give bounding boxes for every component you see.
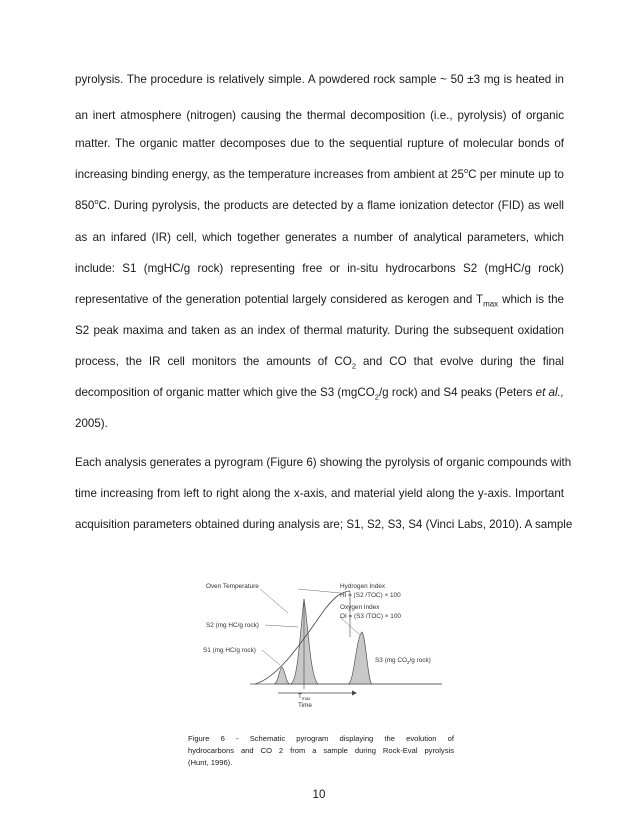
paragraph-1-line-5 bbox=[75, 199, 564, 213]
paragraph-1-line-9: S2 peak maxima and taken as an index of thermal maturity. During the subsequent oxidation bbox=[75, 324, 564, 337]
hydrogen-index-formula: HI = (S2 /TOC) × 100 bbox=[340, 592, 401, 599]
s3-text: S3 (mg CO bbox=[375, 657, 407, 664]
oxygen-index-label: Oxygen Index bbox=[340, 604, 380, 611]
tmax-text: T bbox=[298, 693, 302, 700]
text-run: C per minute up to bbox=[468, 168, 564, 181]
text-run: C. During pyrolysis, the products are detected by a flame ionization detector (FID) as well bbox=[98, 199, 564, 212]
s2-leader bbox=[265, 625, 298, 627]
paragraph-1-line-10 bbox=[75, 355, 564, 369]
pyrogram-figure bbox=[200, 577, 450, 757]
time-arrow-head bbox=[352, 691, 357, 696]
text-run: /g rock) and S4 peaks (Peters bbox=[378, 386, 536, 399]
hydrogen-index-label: Hydrogen Index bbox=[340, 583, 386, 590]
text-run: which is the bbox=[498, 293, 565, 306]
text-run: increasing binding energy, as the temperature increases from ambient at 25 bbox=[75, 168, 464, 181]
text-run: process, the IR cell monitors the amounts of CO bbox=[75, 355, 352, 368]
paragraph-2-line-3: acquisition parameters obtained during analysis are; S1, S2, S3, S4 (Vinci Labs, 2010). A sample bbox=[75, 518, 573, 531]
s2-label: S2 (mg HC/g rock) bbox=[206, 622, 259, 629]
oven-temperature-label: Oven Temperature bbox=[206, 583, 259, 590]
paragraph-2-line-2: time increasing from left to right along the x-axis, and material yield along the y-axis. Important bbox=[75, 487, 564, 500]
paragraph-1-line-6: as an infared (IR) cell, which together generates a number of analytical parameters, which bbox=[75, 231, 564, 244]
text-run: 850 bbox=[75, 199, 95, 212]
s3-text-end: /g rock) bbox=[409, 657, 431, 664]
paragraph-1-line-2: an inert atmosphere (nitrogen) causing the thermal decomposition (i.e., pyrolysis) of organic bbox=[75, 109, 564, 122]
s3-peak bbox=[348, 632, 372, 684]
paragraph-2-line-1: Each analysis generates a pyrogram (Figure 6) showing the pyrolysis of organic compounds with bbox=[75, 456, 572, 469]
hi-leader bbox=[298, 589, 340, 593]
degree-superscript: o bbox=[94, 197, 99, 207]
figure-caption-line-2: hydrocarbons and CO 2 from a sample during Rock-Eval pyrolysis bbox=[188, 746, 454, 755]
text-run: decomposition of organic matter which give the S3 (mgCO bbox=[75, 386, 375, 399]
s1-leader bbox=[262, 650, 280, 665]
page-number: 10 bbox=[312, 788, 326, 801]
paragraph-1-line-11 bbox=[75, 386, 564, 400]
s3-subscript: 2 bbox=[406, 660, 410, 665]
paragraph-1-line-4 bbox=[75, 168, 564, 182]
s3-label bbox=[375, 657, 431, 665]
tmax-subscript: max bbox=[483, 299, 499, 309]
s1-label: S1 (mg HC/g rock) bbox=[203, 647, 256, 654]
oxygen-index-formula: OI = (S3 /TOC) × 100 bbox=[340, 613, 401, 620]
text-run: representative of the generation potential largely considered as kerogen and T bbox=[75, 293, 484, 306]
degree-superscript: o bbox=[463, 166, 469, 176]
figure-caption-line-3: (Hunt, 1996). bbox=[188, 758, 233, 767]
text-run: and CO that evolve during the final bbox=[355, 355, 564, 368]
figure-caption-line-1: Figure 6 - Schematic pyrogram displaying the evolution of bbox=[188, 734, 454, 743]
paragraph-1-line-1: pyrolysis. The procedure is relatively simple. A powdered rock sample ~ 50 ±3 mg is heated in bbox=[75, 73, 564, 86]
tmax-subscript-label: max bbox=[301, 696, 311, 701]
s1-peak bbox=[274, 667, 290, 684]
italic-text: et al., bbox=[535, 386, 564, 399]
oven-leader bbox=[260, 589, 288, 613]
tmax-label bbox=[298, 693, 311, 701]
time-label: Time bbox=[298, 702, 312, 709]
paragraph-1-line-12: 2005). bbox=[75, 417, 108, 430]
paragraph-1-line-3: matter. The organic matter decomposes due to the sequential rupture of molecular bonds of bbox=[75, 137, 564, 150]
subscript: 2 bbox=[351, 361, 356, 371]
subscript: 2 bbox=[374, 392, 379, 402]
paragraph-1-line-8 bbox=[75, 293, 564, 307]
paragraph-1-line-7: include: S1 (mgHC/g rock) representing free or in-situ hydrocarbons S2 (mgHC/g rock) bbox=[75, 262, 564, 275]
